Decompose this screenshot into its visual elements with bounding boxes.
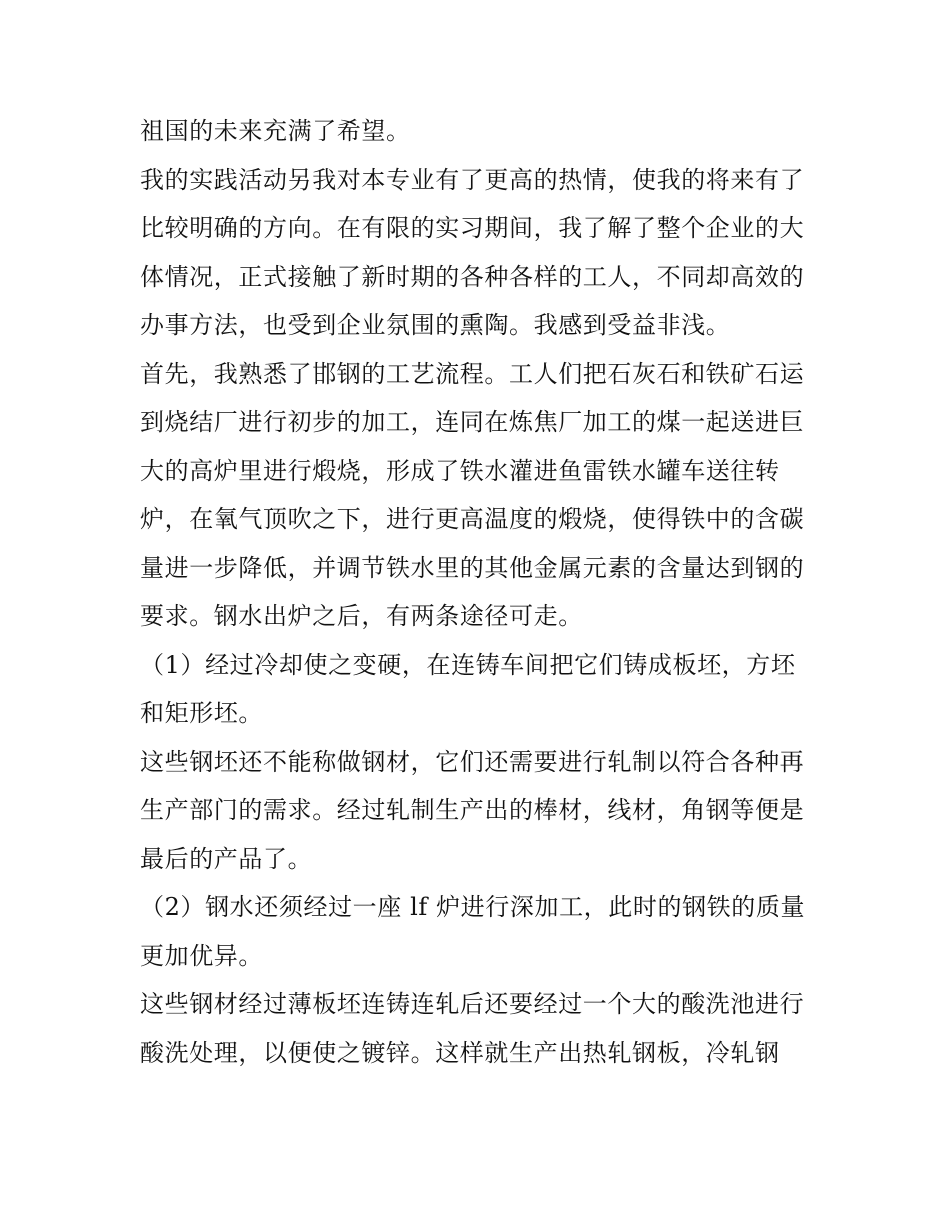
text-line: 我的实践活动另我对本专业有了更高的热情，使我的将来有了	[140, 165, 805, 194]
text-line: 更加优异。	[140, 941, 263, 970]
text-line: 和矩形坯。	[140, 699, 263, 727]
body-text	[140, 107, 820, 1077]
text-line: 这些钢材经过薄板坯连铸连轧后还要经过一个大的酸洗池进行	[140, 990, 805, 1018]
text-line: 生产部门的需求。经过轧制生产出的棒材，线材，角钢等便是	[140, 796, 805, 824]
text-line: 大的高炉里进行煅烧，形成了铁水灌进鱼雷铁水罐车送往转	[140, 456, 780, 485]
text-line: （1）经过冷却使之变硬，在连铸车间把它们铸成板坯，方坯	[140, 650, 796, 679]
text-line: 要求。钢水出炉之后，有两条途径可走。	[140, 602, 583, 630]
text-line: 量进一步降低，并调节铁水里的其他金属元素的含量达到钢的	[140, 553, 805, 582]
text-line: 比较明确的方向。在有限的实习期间，我了解了整个企业的大	[140, 214, 805, 242]
text-line: 祖国的未来充满了希望。	[140, 117, 411, 145]
text-line: 办事方法，也受到企业氛围的熏陶。我感到受益非浅。	[140, 311, 731, 339]
text-line: 到烧结厂进行初步的加工，连同在炼焦厂加工的煤一起送进巨	[140, 408, 805, 436]
text-line: 首先，我熟悉了邯钢的工艺流程。工人们把石灰石和铁矿石运	[140, 359, 805, 388]
text-line: 酸洗处理，以便使之镀锌。这样就生产出热轧钢板，冷轧钢	[140, 1038, 780, 1067]
text-line: （2）钢水还须经过一座 lf 炉进行深加工，此时的钢铁的质量	[140, 893, 806, 921]
text-line: 这些钢坯还不能称做钢材，它们还需要进行轧制以符合各种再	[140, 747, 805, 776]
text-line: 最后的产品了。	[140, 844, 313, 873]
text-line: 体情况，正式接触了新时期的各种各样的工人，不同却高效的	[140, 262, 805, 291]
text-line: 炉，在氧气顶吹之下，进行更高温度的煅烧，使得铁中的含碳	[140, 505, 805, 533]
